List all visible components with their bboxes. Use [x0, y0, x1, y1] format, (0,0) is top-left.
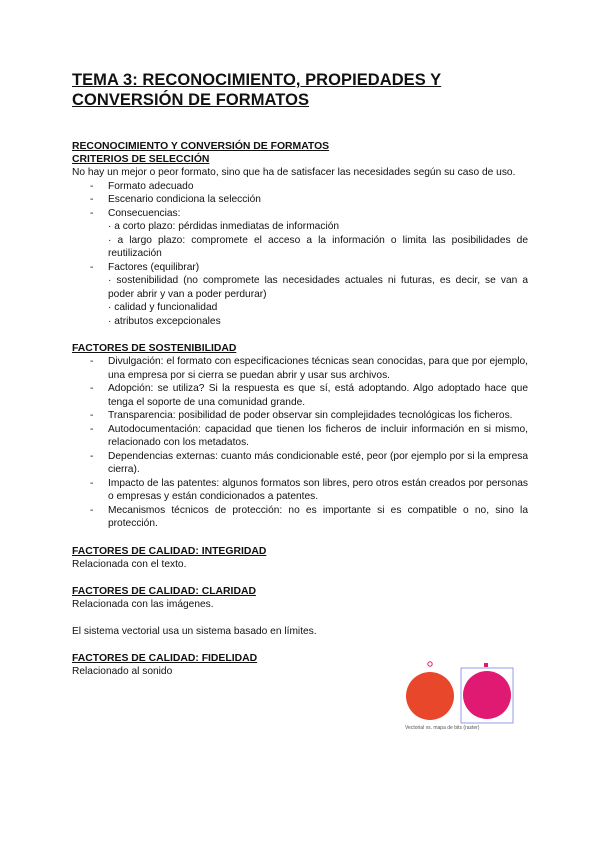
list-item	[72, 180, 528, 194]
section-heading-fidelidad: FACTORES DE CALIDAD: FIDELIDAD	[72, 653, 258, 664]
section-heading-claridad: FACTORES DE CALIDAD: CLARIDAD	[72, 586, 256, 597]
criterios-intro: No hay un mejor o peor formato, sino que ha de satisfacer las necesidades según su caso de uso.	[72, 167, 516, 178]
section-heading-integridad: FACTORES DE CALIDAD: INTEGRIDAD	[72, 545, 267, 557]
sub-item: · a corto plazo: pérdidas inmediatas de información	[108, 221, 340, 232]
integridad-text: Relacionada con el texto.	[72, 558, 187, 570]
raster-anchor-icon	[484, 663, 488, 667]
raster-circle	[463, 671, 511, 719]
sub-item: · a largo plazo: compromete el acceso a la información o limita las posibilidades de reutilización	[108, 234, 528, 259]
list-item	[72, 193, 528, 207]
list-item: - Divulgación: el formato con especificaciones técnicas sean conocidas, para que por ejemplo, una empresa por si cierra se puedan abrir y usar sus archivos.	[72, 355, 528, 382]
list-item-text: Consecuencias:	[108, 207, 181, 219]
list-item: - Transparencia: posibilidad de poder observar sin complejidades tecnológicas los ficheros.	[72, 409, 528, 423]
sostenibilidad-list	[72, 355, 528, 531]
list-item: - Impacto de las patentes: algunos formatos son libres, pero otros están creados por personas o empresas y están condicionados a patentes.	[72, 477, 528, 504]
vector-vs-raster-figure	[405, 658, 517, 734]
list-item	[72, 207, 528, 261]
list-item-text: Factores (equilibrar)	[108, 261, 200, 273]
sub-item: · calidad y funcionalidad	[108, 302, 218, 313]
list-item: - Dependencias externas: cuanto más condicionable esté, peor (por ejemplo por si la empresa cierra).	[72, 450, 528, 477]
list-item-text: Formato adecuado	[108, 180, 194, 192]
section-subheading-criterios: CRITERIOS DE SELECCIÓN	[72, 154, 210, 165]
sub-item: · sostenibilidad (no compromete las necesidades actuales ni futuras, es decir, se van a poder abrir y van a poder perdurar)	[108, 275, 528, 300]
claridad-text: Relacionada con las imágenes.	[72, 599, 214, 610]
vector-circle	[406, 672, 454, 720]
document-page	[72, 70, 528, 679]
sub-item: · atributos excepcionales	[108, 315, 221, 327]
list-item	[72, 261, 528, 329]
list-item: - Autodocumentación: capacidad que tienen los ficheros de incluir información en si mismo, relacionado con los metadatos.	[72, 423, 528, 450]
fidelidad-text: Relacionado al sonido	[72, 666, 173, 677]
claridad-vector-text: El sistema vectorial usa un sistema basado en límites.	[72, 625, 317, 637]
list-item: - Adopción: se utiliza? Si la respuesta es que sí, está adoptando. Algo adoptado hace que tenga el soporte de una comunidad grande.	[72, 382, 528, 409]
figure-caption: Vectorial vs. mapa de bits (raster)	[405, 725, 480, 731]
list-item: - Mecanismos técnicos de protección: no es importante si es compatible o no, sino la protección.	[72, 504, 528, 531]
document-title: TEMA 3: RECONOCIMIENTO, PROPIEDADES Y CONVERSIÓN DE FORMATOS	[72, 71, 442, 109]
section-heading-reconocimiento: RECONOCIMIENTO Y CONVERSIÓN DE FORMATOS	[72, 141, 330, 152]
section-heading-sostenibilidad: FACTORES DE SOSTENIBILIDAD	[72, 343, 237, 354]
list-item-text: Escenario condiciona la selección	[108, 194, 261, 205]
vector-anchor-icon	[428, 662, 432, 666]
criterios-list	[72, 180, 528, 329]
